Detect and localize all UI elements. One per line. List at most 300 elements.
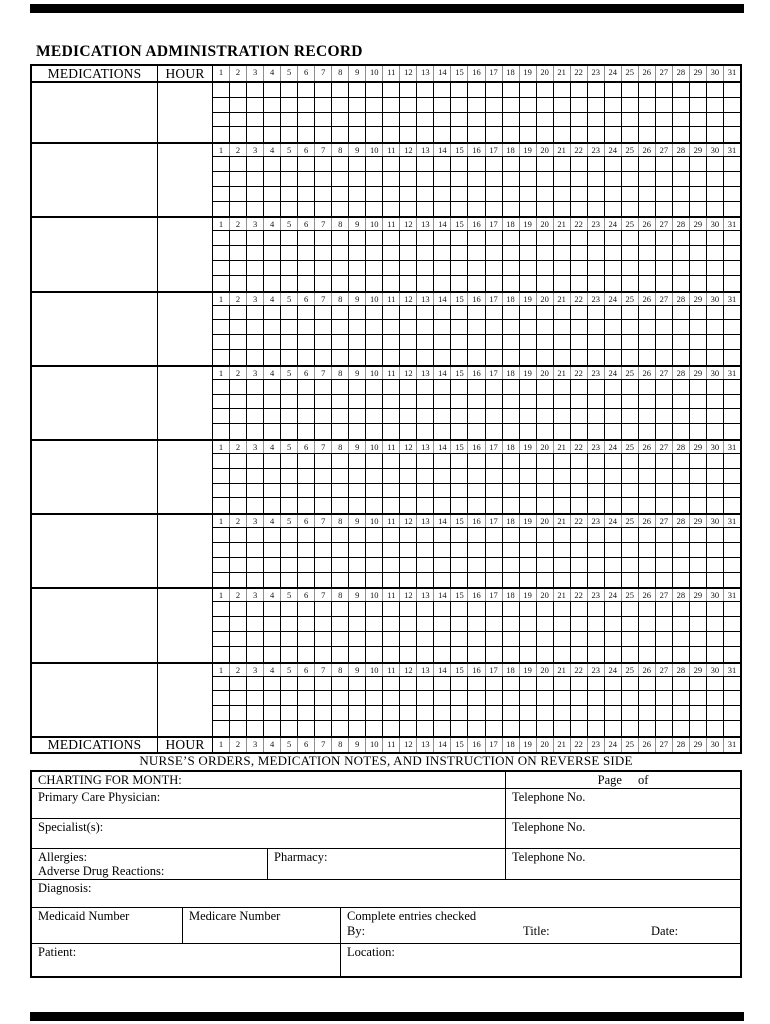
day-entry-cell[interactable] [383,335,400,349]
day-entry-cell[interactable] [315,395,332,409]
day-entry-cell[interactable] [622,157,639,171]
day-entry-cell[interactable] [503,231,520,245]
day-entry-cell[interactable] [400,484,417,498]
day-entry-cell[interactable] [724,409,740,423]
day-entry-cell[interactable] [366,83,383,97]
day-entry-cell[interactable] [622,335,639,349]
day-entry-cell[interactable] [707,469,724,483]
day-entry-cell[interactable] [434,647,451,662]
day-entry-cell[interactable] [417,409,434,423]
day-entry-cell[interactable] [588,202,605,217]
day-entry-cell[interactable] [605,261,622,275]
day-entry-cell[interactable] [537,380,554,394]
day-entry-cell[interactable] [724,573,740,588]
day-entry-cell[interactable] [383,691,400,705]
day-entry-cell[interactable] [230,202,247,217]
day-entry-cell[interactable] [332,187,349,201]
day-entry-cell[interactable] [332,454,349,468]
day-entry-cell[interactable] [332,231,349,245]
hour-cell[interactable] [158,218,213,290]
day-entry-cell[interactable] [707,335,724,349]
day-entry-cell[interactable] [605,157,622,171]
day-entry-cell[interactable] [673,127,690,142]
day-entry-cell[interactable] [366,721,383,736]
day-entry-cell[interactable] [571,261,588,275]
day-entry-cell[interactable] [724,261,740,275]
day-entry-cell[interactable] [230,647,247,662]
day-entry-cell[interactable] [639,335,656,349]
day-entry-cell[interactable] [707,647,724,662]
day-entry-cell[interactable] [383,409,400,423]
day-entry-cell[interactable] [622,187,639,201]
day-entry-cell[interactable] [213,320,230,334]
day-entry-cell[interactable] [468,172,485,186]
day-entry-cell[interactable] [417,261,434,275]
day-entry-cell[interactable] [537,632,554,646]
day-entry-cell[interactable] [639,98,656,112]
day-entry-cell[interactable] [690,246,707,260]
day-entry-cell[interactable] [417,83,434,97]
day-entry-cell[interactable] [400,83,417,97]
day-entry-cell[interactable] [537,350,554,365]
day-entry-cell[interactable] [281,276,298,291]
day-entry-cell[interactable] [486,380,503,394]
day-entry-cell[interactable] [417,691,434,705]
day-entry-cell[interactable] [554,558,571,572]
day-entry-cell[interactable] [605,647,622,662]
charting-month-field[interactable] [32,772,505,788]
day-entry-cell[interactable] [707,246,724,260]
day-entry-cell[interactable] [571,558,588,572]
day-entry-cell[interactable] [605,306,622,320]
hour-cell[interactable] [158,664,213,736]
day-entry-cell[interactable] [417,202,434,217]
day-entry-cell[interactable] [724,677,740,691]
day-entry-cell[interactable] [281,409,298,423]
day-entry-cell[interactable] [451,261,468,275]
day-entry-cell[interactable] [605,395,622,409]
day-entry-cell[interactable] [264,721,281,736]
day-entry-cell[interactable] [588,484,605,498]
day-entry-cell[interactable] [230,157,247,171]
day-entry-cell[interactable] [230,498,247,513]
day-entry-cell[interactable] [417,276,434,291]
day-entry-cell[interactable] [520,528,537,542]
day-entry-cell[interactable] [690,721,707,736]
day-entry-cell[interactable] [315,202,332,217]
day-entry-cell[interactable] [315,573,332,588]
day-entry-cell[interactable] [724,558,740,572]
day-entry-cell[interactable] [332,528,349,542]
day-entry-cell[interactable] [400,127,417,142]
day-entry-cell[interactable] [247,721,264,736]
day-entry-cell[interactable] [366,558,383,572]
day-entry-cell[interactable] [690,320,707,334]
day-entry-cell[interactable] [247,127,264,142]
day-entry-cell[interactable] [537,276,554,291]
day-entry-cell[interactable] [554,320,571,334]
day-entry-cell[interactable] [417,172,434,186]
day-entry-cell[interactable] [213,602,230,616]
day-entry-cell[interactable] [554,306,571,320]
day-entry-cell[interactable] [554,484,571,498]
day-entry-cell[interactable] [537,202,554,217]
day-entry-cell[interactable] [417,306,434,320]
day-entry-cell[interactable] [417,484,434,498]
day-entry-cell[interactable] [707,558,724,572]
day-entry-cell[interactable] [400,380,417,394]
day-entry-cell[interactable] [349,113,366,127]
day-entry-cell[interactable] [213,573,230,588]
day-entry-cell[interactable] [520,261,537,275]
day-entry-cell[interactable] [605,187,622,201]
day-entry-cell[interactable] [315,469,332,483]
day-entry-cell[interactable] [332,721,349,736]
day-entry-cell[interactable] [605,424,622,439]
day-entry-cell[interactable] [537,602,554,616]
day-entry-cell[interactable] [417,187,434,201]
day-entry-cell[interactable] [468,573,485,588]
day-entry-cell[interactable] [605,498,622,513]
day-entry-cell[interactable] [230,558,247,572]
day-entry-cell[interactable] [724,172,740,186]
day-entry-cell[interactable] [639,113,656,127]
day-entry-cell[interactable] [622,98,639,112]
day-entry-cell[interactable] [724,691,740,705]
day-entry-cell[interactable] [349,83,366,97]
day-entry-cell[interactable] [520,409,537,423]
day-entry-cell[interactable] [571,647,588,662]
day-entry-cell[interactable] [690,157,707,171]
day-entry-cell[interactable] [520,647,537,662]
day-entry-cell[interactable] [332,617,349,631]
day-entry-cell[interactable] [690,691,707,705]
day-entry-cell[interactable] [434,617,451,631]
day-entry-cell[interactable] [571,543,588,557]
day-entry-cell[interactable] [468,127,485,142]
day-entry-cell[interactable] [230,113,247,127]
day-entry-cell[interactable] [520,721,537,736]
day-entry-cell[interactable] [537,706,554,720]
day-entry-cell[interactable] [281,573,298,588]
day-entry-cell[interactable] [503,691,520,705]
day-entry-cell[interactable] [690,469,707,483]
day-entry-cell[interactable] [673,632,690,646]
day-entry-cell[interactable] [400,320,417,334]
day-entry-cell[interactable] [383,98,400,112]
day-entry-cell[interactable] [247,602,264,616]
day-entry-cell[interactable] [383,484,400,498]
day-entry-cell[interactable] [349,721,366,736]
day-entry-cell[interactable] [588,424,605,439]
day-entry-cell[interactable] [537,721,554,736]
day-entry-cell[interactable] [707,98,724,112]
day-entry-cell[interactable] [298,558,315,572]
day-entry-cell[interactable] [298,573,315,588]
day-entry-cell[interactable] [707,721,724,736]
day-entry-cell[interactable] [366,231,383,245]
hour-cell[interactable] [158,293,213,365]
day-entry-cell[interactable] [451,573,468,588]
day-entry-cell[interactable] [247,632,264,646]
day-entry-cell[interactable] [417,469,434,483]
day-entry-cell[interactable] [400,246,417,260]
day-entry-cell[interactable] [213,484,230,498]
day-entry-cell[interactable] [332,246,349,260]
day-entry-cell[interactable] [417,706,434,720]
day-entry-cell[interactable] [230,617,247,631]
day-entry-cell[interactable] [332,113,349,127]
day-entry-cell[interactable] [724,246,740,260]
day-entry-cell[interactable] [639,706,656,720]
day-entry-cell[interactable] [298,602,315,616]
day-entry-cell[interactable] [468,528,485,542]
day-entry-cell[interactable] [503,706,520,720]
day-entry-cell[interactable] [486,187,503,201]
day-entry-cell[interactable] [673,543,690,557]
day-entry-cell[interactable] [400,558,417,572]
day-entry-cell[interactable] [622,113,639,127]
day-entry-cell[interactable] [247,83,264,97]
day-entry-cell[interactable] [707,617,724,631]
day-entry-cell[interactable] [451,469,468,483]
day-entry-cell[interactable] [315,276,332,291]
day-entry-cell[interactable] [588,172,605,186]
day-entry-cell[interactable] [656,202,673,217]
day-entry-cell[interactable] [366,172,383,186]
day-entry-cell[interactable] [605,632,622,646]
day-entry-cell[interactable] [383,454,400,468]
day-entry-cell[interactable] [281,98,298,112]
day-entry-cell[interactable] [383,721,400,736]
day-entry-cell[interactable] [298,706,315,720]
day-entry-cell[interactable] [247,276,264,291]
day-entry-cell[interactable] [400,632,417,646]
day-entry-cell[interactable] [656,558,673,572]
day-entry-cell[interactable] [690,647,707,662]
day-entry-cell[interactable] [571,528,588,542]
day-entry-cell[interactable] [230,276,247,291]
day-entry-cell[interactable] [656,113,673,127]
day-entry-cell[interactable] [673,350,690,365]
day-entry-cell[interactable] [690,380,707,394]
day-entry-cell[interactable] [451,528,468,542]
day-entry-cell[interactable] [451,335,468,349]
day-entry-cell[interactable] [349,409,366,423]
day-entry-cell[interactable] [247,380,264,394]
day-entry-cell[interactable] [315,127,332,142]
day-entry-cell[interactable] [520,558,537,572]
day-entry-cell[interactable] [571,677,588,691]
day-entry-cell[interactable] [520,113,537,127]
day-entry-cell[interactable] [537,558,554,572]
day-entry-cell[interactable] [707,172,724,186]
day-entry-cell[interactable] [400,113,417,127]
day-entry-cell[interactable] [605,484,622,498]
day-entry-cell[interactable] [622,677,639,691]
day-entry-cell[interactable] [315,261,332,275]
day-entry-cell[interactable] [503,602,520,616]
day-entry-cell[interactable] [656,335,673,349]
day-entry-cell[interactable] [213,409,230,423]
day-entry-cell[interactable] [349,498,366,513]
day-entry-cell[interactable] [554,187,571,201]
day-entry-cell[interactable] [247,706,264,720]
medication-name-cell[interactable] [32,218,158,290]
day-entry-cell[interactable] [315,677,332,691]
day-entry-cell[interactable] [213,691,230,705]
day-entry-cell[interactable] [349,424,366,439]
pharmacy-phone-field[interactable] [505,849,740,879]
day-entry-cell[interactable] [315,320,332,334]
day-entry-cell[interactable] [588,306,605,320]
day-entry-cell[interactable] [434,127,451,142]
day-entry-cell[interactable] [298,172,315,186]
day-entry-cell[interactable] [622,202,639,217]
day-entry-cell[interactable] [264,498,281,513]
day-entry-cell[interactable] [605,127,622,142]
day-entry-cell[interactable] [468,558,485,572]
day-entry-cell[interactable] [281,677,298,691]
day-entry-cell[interactable] [247,98,264,112]
day-entry-cell[interactable] [486,498,503,513]
medicare-number-field[interactable] [182,908,340,943]
day-entry-cell[interactable] [503,395,520,409]
day-entry-cell[interactable] [264,602,281,616]
day-entry-cell[interactable] [571,157,588,171]
day-entry-cell[interactable] [451,246,468,260]
day-entry-cell[interactable] [554,469,571,483]
day-entry-cell[interactable] [230,454,247,468]
day-entry-cell[interactable] [451,632,468,646]
day-entry-cell[interactable] [281,306,298,320]
day-entry-cell[interactable] [298,647,315,662]
day-entry-cell[interactable] [281,157,298,171]
day-entry-cell[interactable] [281,647,298,662]
day-entry-cell[interactable] [639,395,656,409]
day-entry-cell[interactable] [537,261,554,275]
day-entry-cell[interactable] [605,83,622,97]
day-entry-cell[interactable] [451,127,468,142]
day-entry-cell[interactable] [417,498,434,513]
day-entry-cell[interactable] [486,276,503,291]
day-entry-cell[interactable] [639,528,656,542]
day-entry-cell[interactable] [690,617,707,631]
day-entry-cell[interactable] [639,617,656,631]
day-entry-cell[interactable] [298,306,315,320]
day-entry-cell[interactable] [656,172,673,186]
day-entry-cell[interactable] [400,335,417,349]
day-entry-cell[interactable] [383,498,400,513]
day-entry-cell[interactable] [400,98,417,112]
day-entry-cell[interactable] [503,424,520,439]
day-entry-cell[interactable] [434,335,451,349]
day-entry-cell[interactable] [434,350,451,365]
day-entry-cell[interactable] [213,395,230,409]
day-entry-cell[interactable] [281,231,298,245]
day-entry-cell[interactable] [639,484,656,498]
day-entry-cell[interactable] [247,677,264,691]
day-entry-cell[interactable] [281,484,298,498]
day-entry-cell[interactable] [281,498,298,513]
day-entry-cell[interactable] [264,543,281,557]
day-entry-cell[interactable] [417,558,434,572]
day-entry-cell[interactable] [366,602,383,616]
day-entry-cell[interactable] [520,98,537,112]
day-entry-cell[interactable] [366,395,383,409]
day-entry-cell[interactable] [605,335,622,349]
day-entry-cell[interactable] [213,246,230,260]
day-entry-cell[interactable] [451,617,468,631]
day-entry-cell[interactable] [332,172,349,186]
day-entry-cell[interactable] [724,602,740,616]
day-entry-cell[interactable] [622,691,639,705]
day-entry-cell[interactable] [571,632,588,646]
day-entry-cell[interactable] [486,113,503,127]
day-entry-cell[interactable] [639,172,656,186]
day-entry-cell[interactable] [264,395,281,409]
day-entry-cell[interactable] [707,320,724,334]
day-entry-cell[interactable] [724,424,740,439]
day-entry-cell[interactable] [230,573,247,588]
day-entry-cell[interactable] [520,395,537,409]
day-entry-cell[interactable] [434,469,451,483]
day-entry-cell[interactable] [315,454,332,468]
day-entry-cell[interactable] [349,172,366,186]
day-entry-cell[interactable] [673,231,690,245]
day-entry-cell[interactable] [230,261,247,275]
day-entry-cell[interactable] [264,98,281,112]
day-entry-cell[interactable] [588,380,605,394]
primary-care-field[interactable] [32,789,505,818]
day-entry-cell[interactable] [298,632,315,646]
day-entry-cell[interactable] [503,320,520,334]
day-entry-cell[interactable] [520,677,537,691]
day-entry-cell[interactable] [332,573,349,588]
day-entry-cell[interactable] [332,602,349,616]
day-entry-cell[interactable] [349,573,366,588]
specialists-field[interactable] [32,819,505,848]
day-entry-cell[interactable] [366,261,383,275]
day-entry-cell[interactable] [264,558,281,572]
day-entry-cell[interactable] [588,558,605,572]
day-entry-cell[interactable] [554,602,571,616]
day-entry-cell[interactable] [588,498,605,513]
day-entry-cell[interactable] [264,409,281,423]
day-entry-cell[interactable] [707,706,724,720]
medication-name-cell[interactable] [32,664,158,736]
day-entry-cell[interactable] [554,83,571,97]
day-entry-cell[interactable] [332,395,349,409]
day-entry-cell[interactable] [520,246,537,260]
day-entry-cell[interactable] [400,395,417,409]
day-entry-cell[interactable] [383,632,400,646]
day-entry-cell[interactable] [690,350,707,365]
day-entry-cell[interactable] [400,172,417,186]
day-entry-cell[interactable] [486,469,503,483]
day-entry-cell[interactable] [673,602,690,616]
day-entry-cell[interactable] [571,706,588,720]
day-entry-cell[interactable] [349,454,366,468]
day-entry-cell[interactable] [434,558,451,572]
day-entry-cell[interactable] [588,573,605,588]
day-entry-cell[interactable] [724,350,740,365]
hour-cell[interactable] [158,515,213,587]
day-entry-cell[interactable] [366,276,383,291]
day-entry-cell[interactable] [451,98,468,112]
day-entry-cell[interactable] [537,528,554,542]
day-entry-cell[interactable] [315,157,332,171]
